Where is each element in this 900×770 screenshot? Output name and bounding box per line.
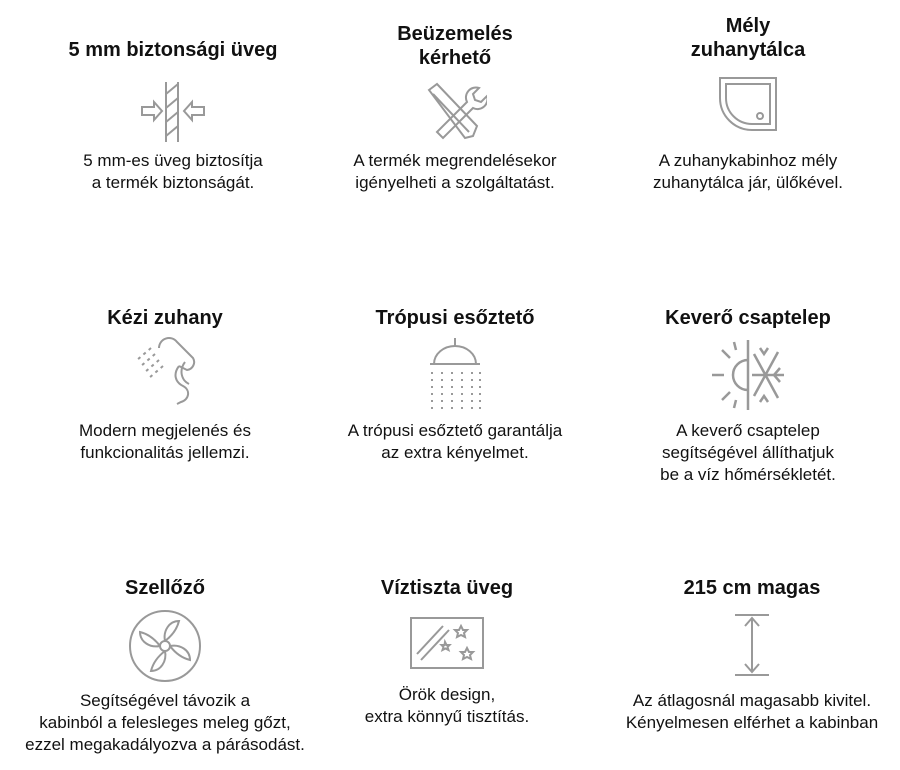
tools-icon — [423, 80, 487, 142]
shower-tray-icon — [716, 74, 780, 134]
feature-title: 215 cm magas — [683, 577, 821, 599]
feature-title: Víztiszta üveg — [380, 577, 514, 599]
feature-ventilator — [15, 576, 315, 766]
feature-description: A termék megrendelésekor igényelheti a szolgáltatást. — [353, 151, 557, 192]
feature-height — [602, 576, 900, 746]
feature-description: A zuhanykabinhoz mély zuhanytálca jár, ülőkével. — [653, 151, 843, 192]
feature-mixer-tap — [598, 306, 898, 496]
feature-hand-shower — [15, 306, 315, 476]
hand-shower-icon — [125, 336, 205, 408]
feature-description: Az átlagosnál magasabb kivitel. Kényelmesen elférhet a kabinban — [625, 691, 879, 732]
feature-title: 5 mm biztonsági üveg — [68, 39, 278, 61]
feature-description: Örök design, extra könnyű tisztítás. — [364, 685, 530, 726]
feature-clear-glass — [297, 576, 597, 746]
feature-installation — [305, 22, 605, 212]
feature-title: Keverő csaptelep — [665, 307, 831, 329]
feature-description: Segítségével távozik a kabinból a felesleges meleg gőzt, ezzel megakadályozva a párásodást. — [25, 691, 305, 754]
feature-description: Modern megjelenés és funkcionalitás jellemzi. — [79, 421, 251, 462]
height-icon — [729, 612, 775, 678]
feature-title: Kézi zuhany — [107, 307, 223, 329]
feature-rain-shower — [305, 306, 605, 476]
feature-title: Mély zuhanytálca — [690, 15, 806, 61]
feature-description: A keverő csaptelep segítségével állíthatjuk be a víz hőmérsékletét. — [660, 421, 836, 484]
feature-shower-tray — [598, 14, 898, 204]
rain-shower-icon — [420, 336, 490, 412]
fan-icon — [127, 608, 203, 684]
feature-title: Beüzemelés kérhető — [397, 23, 513, 69]
glass-thickness-icon — [138, 80, 208, 144]
feature-description: A trópusi esőztető garantálja az extra kényelmet. — [347, 421, 563, 462]
feature-safety-glass — [23, 38, 323, 228]
hot-cold-mixer-icon — [708, 338, 788, 412]
clean-glass-icon — [407, 614, 487, 672]
feature-title: Szellőző — [124, 577, 205, 599]
feature-title: Trópusi esőztető — [375, 307, 535, 329]
feature-description: 5 mm-es üveg biztosítja a termék biztonságát. — [83, 151, 263, 192]
